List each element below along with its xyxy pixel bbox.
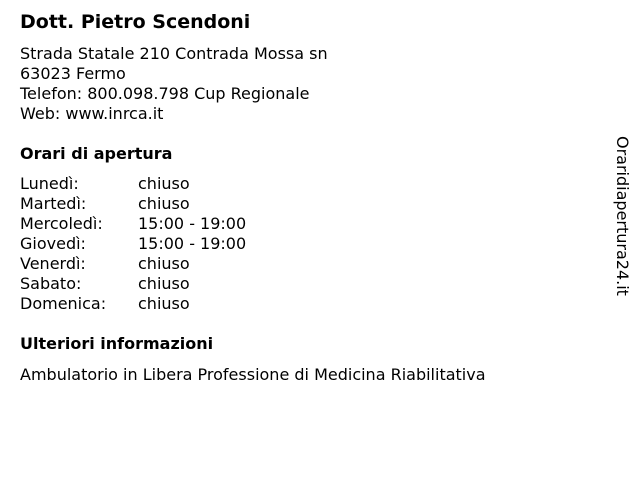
day-hours: chiuso xyxy=(138,194,190,213)
watermark-text: Oraridiapertura24.it xyxy=(613,136,632,296)
watermark xyxy=(612,136,632,308)
day-hours: 15:00 - 19:00 xyxy=(138,234,247,253)
day-hours: chiuso xyxy=(138,174,190,193)
day-hours: chiuso xyxy=(138,294,190,313)
day-hours: 15:00 - 19:00 xyxy=(138,214,247,233)
day-label: Martedì: xyxy=(20,194,87,213)
address-block xyxy=(20,44,328,124)
day-label: Lunedì: xyxy=(20,174,79,193)
opening-hours-heading: Orari di apertura xyxy=(20,144,173,163)
day-label: Sabato: xyxy=(20,274,82,293)
additional-info-heading: Ulteriori informazioni xyxy=(20,334,214,353)
day-label: Venerdì: xyxy=(20,254,86,273)
website: Web: www.inrca.it xyxy=(20,104,164,123)
day-label: Giovedì: xyxy=(20,234,86,253)
street-address: Strada Statale 210 Contrada Mossa sn xyxy=(20,44,328,63)
day-hours: chiuso xyxy=(138,274,190,293)
day-hours: chiuso xyxy=(138,254,190,273)
additional-info-text: Ambulatorio in Libera Professione di Medicina Riabilitativa xyxy=(20,365,486,384)
city: 63023 Fermo xyxy=(20,64,126,83)
day-label: Mercoledì: xyxy=(20,214,103,233)
phone: Telefon: 800.098.798 Cup Regionale xyxy=(20,84,310,103)
day-label: Domenica: xyxy=(20,294,107,313)
doctor-name: Dott. Pietro Scendoni xyxy=(20,11,251,33)
